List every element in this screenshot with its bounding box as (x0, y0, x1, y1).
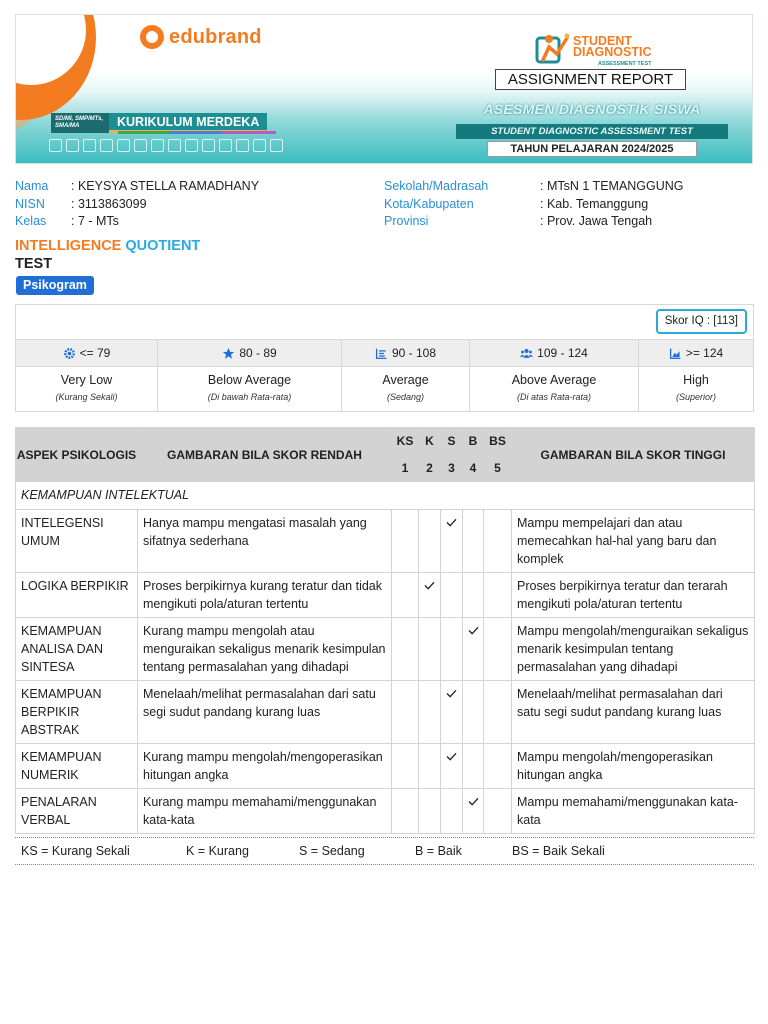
header-high-score: GAMBARAN BILA SKOR TINGGI (512, 428, 755, 482)
header-scale-number: 5 (484, 455, 512, 482)
score-cell (441, 681, 463, 744)
score-cell (484, 744, 512, 789)
iq-range-header (639, 339, 753, 367)
score-cell (392, 573, 419, 618)
iq-range-column (638, 339, 753, 412)
score-cell (419, 789, 441, 834)
iq-range-value: 109 - 124 (537, 346, 588, 360)
identity-key: Nama (15, 179, 49, 193)
identity-value: : 7 - MTs (71, 214, 119, 228)
subject-icon (270, 139, 283, 152)
identity-key: Kota/Kabupaten (384, 196, 474, 211)
low-score-description: Proses berpikirnya kurang teratur dan tidak mengikuti pola/aturan tertentu (138, 573, 392, 618)
area-chart-icon (669, 347, 682, 360)
section-title-word-2: QUOTIENT (125, 238, 201, 254)
score-cell (463, 618, 484, 681)
header-scale-number: 2 (419, 455, 441, 482)
identity-value: : 3113863099 (71, 196, 147, 211)
score-cell (419, 510, 441, 573)
aspect-row (16, 573, 755, 618)
score-cell (463, 510, 484, 573)
header-scale-bs: BS (484, 428, 512, 455)
header-aspek: ASPEK PSIKOLOGIS (16, 428, 138, 482)
subject-icon (219, 139, 232, 152)
section-title (15, 238, 200, 254)
section-title-word-1: INTELLIGENCE (15, 238, 122, 254)
iq-range-note: (Di bawah Rata-rata) (207, 392, 292, 402)
subject-icon (202, 139, 215, 152)
identity-row (15, 178, 259, 196)
sd-title-line-1: STUDENT (573, 34, 633, 48)
iq-range-label: Very Low (60, 373, 113, 387)
iq-range-value: 90 - 108 (391, 346, 437, 360)
aspect-name: PENALARAN VERBAL (16, 789, 138, 834)
academic-year: TAHUN PELAJARAN 2024/2025 (487, 141, 697, 157)
high-score-description: Mampu mengolah/menguraikan sekaligus menarik kesimpulan tentang permasalahan yang dihadapi (512, 618, 755, 681)
checkmark-icon (468, 622, 479, 640)
aspect-row (16, 744, 755, 789)
asesmen-heading: ASESMEN DIAGNOSTIK SISWA (483, 101, 701, 117)
score-cell (484, 681, 512, 744)
section-subtitle: TEST (15, 256, 53, 272)
iq-range-header (16, 339, 157, 367)
high-score-description: Mampu memahami/menggunakan kata-kata (512, 789, 755, 834)
iq-range-header (158, 339, 341, 367)
iq-range-value: 80 - 89 (239, 346, 277, 360)
score-cell (392, 618, 419, 681)
score-cell (463, 573, 484, 618)
score-cell (392, 510, 419, 573)
curriculum-level-tag: SD/MI, SMP/MTs, SMA/MA (51, 113, 109, 133)
identity-key: NISN (15, 196, 45, 211)
identity-key: Kelas (15, 214, 47, 228)
iq-range-column (469, 339, 638, 412)
scale-legend (15, 837, 754, 865)
header-scale-number: 1 (392, 455, 419, 482)
high-score-description: Mampu mempelajari dan atau memecahkan hal-hal yang baru dan komplek (512, 510, 755, 573)
identity-value: : Prov. Jawa Tengah (540, 214, 653, 228)
iq-range-note: (Kurang Sekali) (55, 392, 118, 402)
aspect-row (16, 618, 755, 681)
score-cell (441, 618, 463, 681)
star-icon (222, 347, 235, 360)
subject-icon (66, 139, 79, 152)
score-cell (419, 681, 441, 744)
iq-range-column (16, 339, 157, 412)
curriculum-stripe (118, 131, 276, 134)
identity-row (384, 178, 684, 196)
iq-range-column (157, 339, 341, 412)
identity-row (15, 196, 259, 214)
category-label: KEMAMPUAN INTELEKTUAL (16, 482, 755, 510)
brand-name: edubrand (169, 25, 262, 48)
header-scale-ks: KS (392, 428, 419, 455)
legend-item: BS = Baik Sekali (512, 844, 605, 858)
aspect-name: KEMAMPUAN ANALISA DAN SINTESA (16, 618, 138, 681)
score-cell (463, 789, 484, 834)
identity-value: : Kab. Temanggung (540, 196, 649, 211)
high-score-description: Menelaah/melihat permasalahan dari satu segi sudut pandang kurang luas (512, 681, 755, 744)
subject-icon (168, 139, 181, 152)
header-scale-b: B (463, 428, 484, 455)
score-cell (392, 744, 419, 789)
low-score-description: Kurang mampu mengolah atau menguraikan sekaligus menarik kesimpulan tentang permasalahan yang dihadapi (138, 618, 392, 681)
low-score-description: Kurang mampu memahami/menggunakan kata-kata (138, 789, 392, 834)
iq-range-label: High (683, 373, 709, 387)
student-diagnostic-logo-icon (535, 30, 571, 66)
aspect-row (16, 510, 755, 573)
legend-item: K = Kurang (186, 844, 249, 858)
iq-range-label: Above Average (511, 373, 597, 387)
edubrand-logo-icon (140, 25, 164, 49)
student-diagnostic-title (573, 36, 651, 58)
iq-range-grid (16, 339, 753, 412)
iq-range-header (470, 339, 638, 367)
category-row (16, 482, 755, 510)
aspect-row (16, 789, 755, 834)
score-cell (441, 510, 463, 573)
header-low-score: GAMBARAN BILA SKOR RENDAH (138, 428, 392, 482)
aspect-name: INTELEGENSI UMUM (16, 510, 138, 573)
aspect-row (16, 681, 755, 744)
score-cell (441, 744, 463, 789)
school-identity (384, 178, 684, 231)
high-score-description: Mampu mengolah/mengoperasikan hitungan angka (512, 744, 755, 789)
legend-item: S = Sedang (299, 844, 365, 858)
score-cell (484, 789, 512, 834)
subject-icon (134, 139, 147, 152)
score-cell (441, 789, 463, 834)
identity-row (15, 213, 259, 231)
score-cell (463, 681, 484, 744)
legend-item: KS = Kurang Sekali (21, 844, 130, 858)
score-cell (419, 744, 441, 789)
score-cell (419, 618, 441, 681)
subject-icon (185, 139, 198, 152)
checkmark-icon (446, 514, 457, 532)
score-cell (441, 573, 463, 618)
list-icon (375, 347, 388, 360)
score-cell (392, 789, 419, 834)
curriculum-label: KURIKULUM MERDEKA (109, 113, 267, 133)
iq-range-header (342, 339, 469, 367)
assignment-report-title: ASSIGNMENT REPORT (495, 69, 686, 90)
score-cell (463, 744, 484, 789)
subject-icon (49, 139, 62, 152)
iq-range-value: >= 124 (685, 346, 724, 360)
users-icon (520, 347, 533, 360)
subject-icon (236, 139, 249, 152)
identity-key: Sekolah/Madrasah (384, 179, 489, 193)
score-cell (419, 573, 441, 618)
low-score-description: Menelaah/melihat permasalahan dari satu segi sudut pandang kurang luas (138, 681, 392, 744)
header-scale-k: K (419, 428, 441, 455)
iq-score-badge: Skor IQ : [113] (656, 309, 747, 334)
sdat-heading: STUDENT DIAGNOSTIC ASSESSMENT TEST (456, 124, 728, 139)
iq-range-label: Below Average (207, 373, 292, 387)
header-scale-number: 3 (441, 455, 463, 482)
iq-range-note: (Di atas Rata-rata) (516, 392, 592, 402)
psikogram-badge: Psikogram (16, 276, 94, 295)
sd-title-line-2: DIAGNOSTIC (573, 45, 652, 59)
legend-item: B = Baik (415, 844, 462, 858)
iq-range-value: <= 79 (79, 346, 111, 360)
subject-icon (151, 139, 164, 152)
checkmark-icon (446, 748, 457, 766)
iq-range-note: (Sedang) (386, 392, 425, 402)
iq-range-note: (Superior) (675, 392, 716, 402)
report-banner (15, 14, 753, 164)
identity-value: : MTsN 1 TEMANGGUNG (540, 179, 684, 193)
psychogram-table (15, 427, 755, 834)
checkmark-icon (446, 685, 457, 703)
iq-range-column (341, 339, 469, 412)
subject-icon (117, 139, 130, 152)
subject-icons-row (49, 139, 283, 152)
iq-range-table (15, 304, 754, 412)
iq-range-label: Average (382, 373, 429, 387)
checkmark-icon (468, 793, 479, 811)
edubrand-logo (140, 25, 262, 49)
identity-value: : KEYSYA STELLA RAMADHANY (71, 179, 260, 193)
subject-icon (253, 139, 266, 152)
header-scale-s: S (441, 428, 463, 455)
identity-key: Provinsi (384, 214, 429, 228)
low-score-description: Hanya mampu mengatasi masalah yang sifatnya sederhana (138, 510, 392, 573)
gear-icon (63, 347, 76, 360)
checkmark-icon (424, 577, 435, 595)
high-score-description: Proses berpikirnya teratur dan terarah mengikuti pola/aturan tertentu (512, 573, 755, 618)
score-cell (484, 510, 512, 573)
aspect-name: LOGIKA BERPIKIR (16, 573, 138, 618)
aspect-name: KEMAMPUAN NUMERIK (16, 744, 138, 789)
identity-row (384, 213, 684, 231)
header-scale-number: 4 (463, 455, 484, 482)
score-cell (484, 618, 512, 681)
subject-icon (83, 139, 96, 152)
score-cell (484, 573, 512, 618)
aspect-name: KEMAMPUAN BERPIKIR ABSTRAK (16, 681, 138, 744)
subject-icon (100, 139, 113, 152)
identity-row (384, 196, 684, 214)
score-cell (392, 681, 419, 744)
student-identity (15, 178, 259, 231)
student-diagnostic-subtitle: ASSESSMENT TEST (598, 61, 652, 67)
low-score-description: Kurang mampu mengolah/mengoperasikan hitungan angka (138, 744, 392, 789)
